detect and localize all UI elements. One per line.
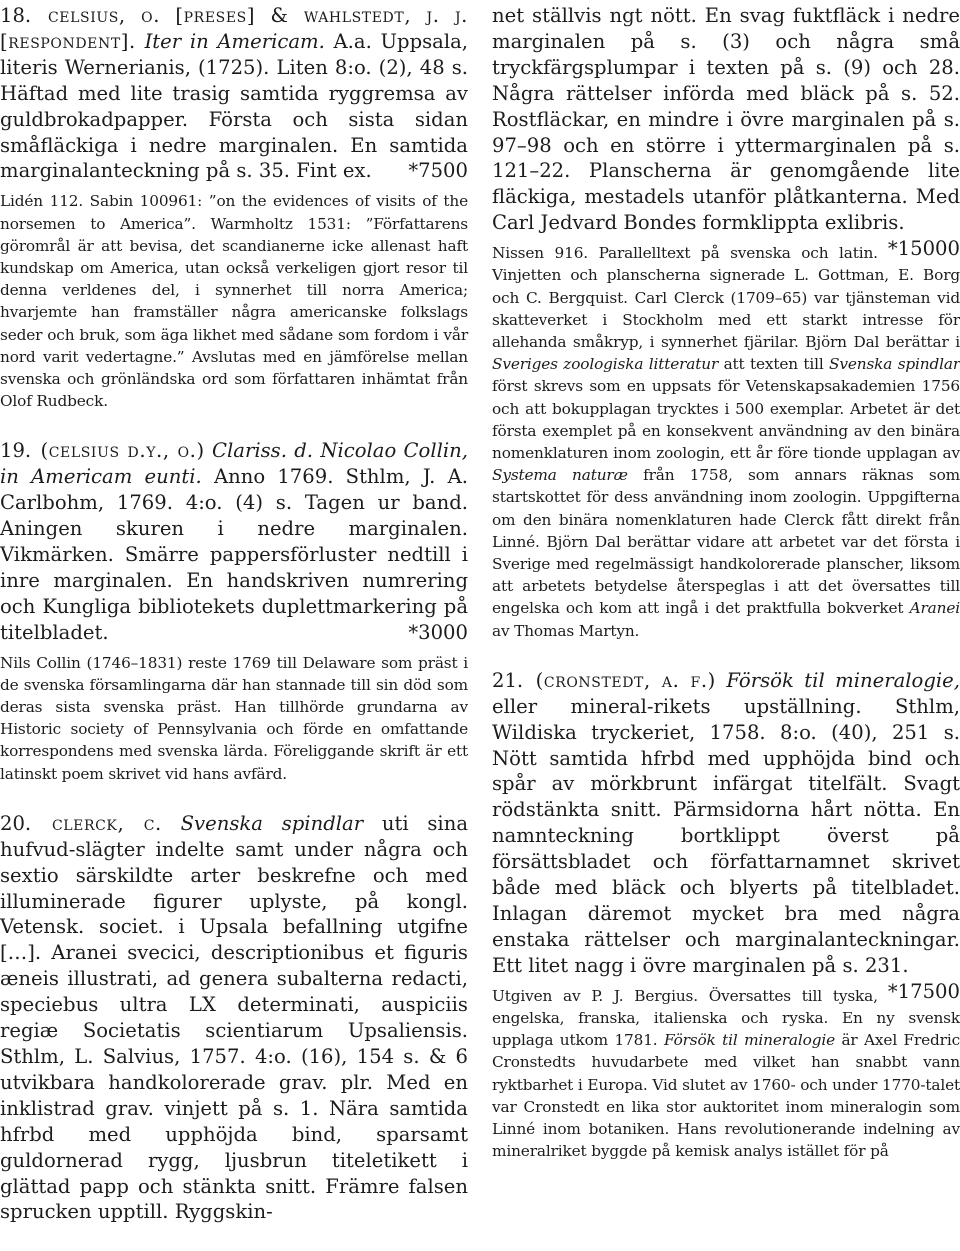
entry-author: (cronstedt, a. f.) [535,668,716,692]
italic-title: Systema naturæ [492,466,628,485]
entry-note: Nissen 916. Parallelltext på svenska och latin. Vinjetten och planscherna signerade L. Gottman, E. Borg och C. Bergquist. Carl Clerck (1709–65) var tjänsteman vid skatteverket i Stockholm med ett starkt intresse för allehanda småkryp, i synnerhet fjärilar. Björn Dal berättar i Sveriges zoologiska litteratur att texten till Svenska spindlar först skrevs som en uppsats för Vetenskapsakademien 1756 och att bokupplagan trycktes i 500 exemplar. Arbetet är det första exemplet på en konsekvent användning av den binära nomenklaturen inom zoologin, ett år före tionde upplagan av Systema naturæ från 1758, som annars räknas som startskottet för dess användning inom zoologin. Uppgifterna om den binära nomenklaturen hade Clerck fått direkt från Linné. Björn Dal berättar vidare att arbetet var det första i Sverige med regelmässigt handkolorerade planscher, liksom att arbetets betydelse återspeglas i att det översattes till engelska och kom att ingå i det praktfulla bokverket Aranei av Thomas Martyn. [492,244,960,640]
entry-author: celsius, o. [preses] & wahlstedt, j. j. [respondent]. [0,4,469,53]
entry-price: *17500 [887,979,960,1003]
entry-number: 18. [0,4,32,27]
entry-main [492,3,960,261]
entry-title: Försök til mineralogie, [726,668,960,692]
entry-body-part2: net ställvis ngt nött. En svag fuktfläck i nedre marginalen på s. (3) och några små tryckfärgsplumpar i texten på s. (9) och 28. Några rättelser införda med bläck på s. 52. Rostfläckar, en mindre i övre marginalen på s. 97–98 och en större i yttermarginalen på s. 121–22. Planscherna är genomgående lite fläckiga, mestadels utanför plåtkanterna. Med Carl Jedvard Bondes formklippta exlibris. [492,4,960,235]
entry-body-part1: uti sina hufvud-slägter indelte samt under några och sextio särskildte arter beskrefne och med illuminerade figurer uplyste, på kongl. Vetensk. societ. i Upsala befallning utgifne […]. Aranei svecici, descriptionibus et figuris æneis illustrati, ad genera subalterna redacti, speciebus ultra LX determinati, auspiciis regiæ Societatis scientiarum Upsaliensis. Sthlm, L. Salvius, 1757. 4:o. (16), 154 s. & 6 utvikbara handkolorerade grav. plr. Med en inklistrad grav. vinjett på s. 1. Nära samtida hfrbd med upphöjda bind, sparsamt guldornerad rygg, ljusbrun titeletikett i glättad papp och stänkta snitt. Främre falsen sprucken upptill. Ryggskin- [0,811,468,1224]
entry-note: Utgiven av P. J. Bergius. Översattes till tyska, engelska, franska, italienska och ryska. En ny svensk upplaga utkom 1781. Försök til mineralogie är Axel Fredric Cronstedts huvudarbete med vilket han snabbt vann ryktbarhet i Europa. Vid slutet av 1760- och under 1770-talet var Cronstedt en lika stor auktoritet inom mineralogin som Linné inom botaniken. Hans revolutionerande indelning av mineralriket byggde på kemisk analys istället för på [492,986,960,1161]
entry-number: 21. [492,668,524,692]
entry-body: eller mineral-rikets upställning. Sthlm, Wildiska tryckeriet, 1758. 8:o. (40), 251 s. Nött samtida hfrbd med upphöjda bind och spår av mörkbrunt infärgat titelfält. Svagt rödstänkta snitt. Pärmsidorna hårt nötta. En namnteckning bortklippt överst på försättsbladet och författarnamnet skrivet både med bläck och blyerts på titelbladet. Inlagan däremot mycket bra med några enstaka rättelser och marginalanteckningar. Ett litet nagg i övre marginalen på s. 231. [492,694,960,977]
entry-number: 19. [0,439,32,463]
entry-body: Anno 1769. Sthlm, J. A. Carlbohm, 1769. 4:o. (4) s. Tagen ur band. Aningen skuren i nedre marginalen. Vikmärken. Smärre pappersförluster nedtill i inre marginalen. En handskriven numrering och Kungliga bibliotekets duplettmarkering på titelbladet. [0,465,468,644]
entry-18 [0,3,468,412]
entry-price: *7500 [408,159,468,183]
entry-main [492,668,960,1003]
entry-price: *3000 [408,620,468,644]
entry-number: 20. [0,811,32,835]
entry-title: Svenska spindlar [180,811,364,835]
entry-21 [492,668,960,1163]
entry-price: *15000 [887,237,960,261]
entry-author: (celsius d.y., o.) [40,439,205,463]
left-column [0,3,468,1251]
entry-body: A.a. Uppsala, literis Wernerianis, (1725). Liten 8:o. (2), 48 s. Häftad med lite trasig samtida ryggremsa av guldbrokadpapper. Första och sista sidan småfläckiga i nedre marginalen. En samtida marginalanteckning på s. 35. Fint ex. [0,29,469,183]
entry-main [0,438,468,645]
italic-title: Sveriges zoologiska litteratur [492,355,719,374]
entry-title: Iter in Americam. [144,29,325,53]
entry-title: Clariss. d. Nicolao Collin, in Americam eunti. [0,439,468,489]
italic-title: Aranei [909,599,960,618]
italic-title: Svenska spindlar [829,355,960,374]
entry-20-continued [492,3,960,642]
entry-note: Lidén 112. Sabin 100961: ”on the evidences of visits of the norsemen to America”. Warmholtz 1531: ”Författarens görområl är att bevisa, det scandianerne icke allenast haft kundskap om America, utan också verkeligen gjort resor til denna verldenes del, i synnerhet till norra America; hvarjemte han framställer några americanske folkslags seder och bruk, som äga likhet med sådane som fordom i vår nord varit vedertagne.” Avslutas med en jämförelse mellan svenska och grönländska ord som författaren inhämtat från Olof Rudbeck. [0,192,468,411]
entry-author: clerck, c. [51,811,162,835]
entry-main [0,3,468,184]
entry-19 [0,438,468,784]
entry-note: Nils Collin (1746–1831) reste 1769 till Delaware som präst i de svenska församlingarna där han stannade till sin död som deras sista svenska präst. Han tillhörde grundarna av Historic society of Pennsylvania och förde en omfattande korrespondens med svenska lärda. Föreliggande skrift är ett latinskt poem skrivet vid hans avfärd. [0,653,468,783]
entry-20-start [0,811,468,1226]
entry-main [0,811,468,1226]
italic-title: Försök til mineralogie [663,1031,835,1050]
right-column [492,3,960,1188]
